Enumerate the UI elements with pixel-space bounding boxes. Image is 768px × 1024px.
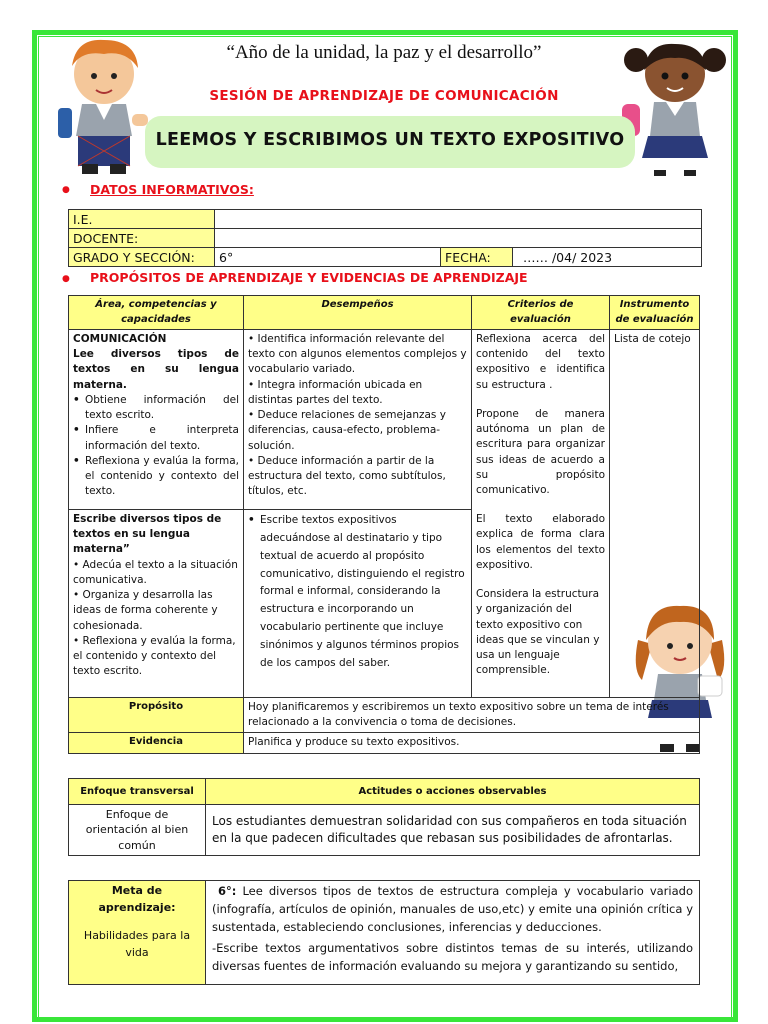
ie-field xyxy=(215,210,702,229)
desempenos-cell-1 xyxy=(244,330,472,510)
meta-label: Meta de aprendizaje: xyxy=(98,884,176,914)
year-motto: “Año de la unidad, la paz y el desarrollo” xyxy=(226,42,542,63)
enfoque-name: Enfoque de orientación al bien común xyxy=(69,805,206,856)
list-item: • Deduce información a partir de la estructura del texto, como subtítulos, títulos, etc. xyxy=(248,454,446,498)
list-item: • Organiza y desarrolla las ideas de forma coherente y cohesionada. xyxy=(73,589,218,632)
enfoque-header: Enfoque transversal xyxy=(69,779,206,805)
info-table xyxy=(68,209,702,267)
header-area: Área, competencias y capacidades xyxy=(69,296,244,330)
criterio-item: El texto elaborado explica de forma clara los elementos del texto expositivo. xyxy=(476,513,605,571)
evidencia-text: Planifica y produce su texto expositivos. xyxy=(244,733,700,753)
header-desempenos: Desempeños xyxy=(244,296,472,330)
list-item: • Integra información ubicada en distintas partes del texto. xyxy=(248,378,423,406)
list-item: • Obtiene información del texto escrito. xyxy=(73,393,239,423)
list-item: • Reflexiona y evalúa la forma, el contenido y contexto del texto. xyxy=(73,454,239,500)
area-title: COMUNICACIÓN xyxy=(73,333,167,345)
instrumento-value: Lista de cotejo xyxy=(614,333,691,345)
evidencia-label: Evidencia xyxy=(69,733,244,753)
meta-p2: -Escribe textos argumentativos sobre distintos temas de su interés, utilizando diversas fuentes de información evaluando su mejora y garantizando su sentido, xyxy=(212,941,693,974)
fecha-label: FECHA: xyxy=(441,248,513,267)
list-item: • Identifica información relevante del texto con algunos elementos complejos y vocabulario variado. xyxy=(248,333,467,376)
header-instrumento: Instrumento de evaluación xyxy=(610,296,700,330)
criterios-cell xyxy=(472,330,610,698)
capacidades-list xyxy=(73,393,239,500)
list-item: • Reflexiona y evalúa la forma, el contenido y contexto del texto escrito. xyxy=(73,634,236,678)
section-bullet: ● xyxy=(62,185,70,195)
area-cell-1 xyxy=(69,330,244,510)
desempenos-list xyxy=(248,512,467,673)
docente-field xyxy=(215,229,702,248)
section-datos: DATOS INFORMATIVOS: xyxy=(90,182,254,197)
competencia-escribe: Escribe diversos tipos de textos en su lengua materna” xyxy=(73,513,222,556)
list-item: • Deduce relaciones de semejanzas y diferencias, causa-efecto, problema-solución. xyxy=(248,409,446,452)
list-item: • Escribe textos expositivos adecuándose al destinatario y tipo textual de acuerdo al propósito comunicativo, distinguiendo el registro formal e informal, considerando la estructura e incorporando un vocabulario pertinente que incluye sinónimos y algunos términos propios de los campos del saber. xyxy=(248,512,467,673)
section-bullet: ● xyxy=(62,274,70,284)
meta-grade: 6°: xyxy=(218,884,237,898)
desempenos-cell-2 xyxy=(244,510,472,698)
instrumento-cell xyxy=(610,330,700,698)
meta-sub: Habilidades para la vida xyxy=(83,929,191,959)
grado-value: 6° xyxy=(215,248,441,267)
criterio-item: Propone de manera autónoma un plan de escritura para organizar sus ideas de acuerdo a su propósito comunicativo. xyxy=(476,407,605,496)
learning-table xyxy=(68,295,700,754)
list-item: • Infiere e interpreta información del texto. xyxy=(73,423,239,453)
meta-label-cell xyxy=(69,881,206,985)
criterio-item: Reflexiona acerca del contenido del texto expositivo e identifica su estructura . xyxy=(476,333,605,391)
session-title: SESIÓN DE APRENDIZAJE DE COMUNICACIÓN xyxy=(209,88,559,104)
meta-p1: Lee diversos tipos de textos de estructura compleja y vocabulario variado (infografía, artículos de opinión, manuales de uso,etc) y emite una opinión crítica y sustentada, estableciendo conclusiones, inferencias y deducciones. xyxy=(212,884,693,934)
meta-table xyxy=(68,880,700,985)
header-criterios: Criterios de evaluación xyxy=(472,296,610,330)
section-propositos: PROPÓSITOS DE APRENDIZAJE Y EVIDENCIAS DE APRENDIZAJE xyxy=(90,270,528,285)
competencia-lee: Lee diversos tipos de textos en su lengua materna. xyxy=(73,348,239,391)
list-item: • Adecúa el texto a la situación comunicativa. xyxy=(73,558,238,586)
meta-content xyxy=(206,881,700,985)
area-cell-2 xyxy=(69,510,244,698)
ie-label: I.E. xyxy=(69,210,215,229)
proposito-label: Propósito xyxy=(69,698,244,733)
docente-label: DOCENTE: xyxy=(69,229,215,248)
grado-label: GRADO Y SECCIÓN: xyxy=(69,248,215,267)
criterio-item: Considera la estructura y organización del texto expositivo con ideas que se vinculan y usa un lenguaje comprensible. xyxy=(476,588,600,677)
main-title: LEEMOS Y ESCRIBIMOS UN TEXTO EXPOSITIVO xyxy=(155,130,625,150)
fecha-value: …… /04/ 2023 xyxy=(513,248,702,267)
proposito-text: Hoy planificaremos y escribiremos un texto expositivo sobre un tema de interés relacionado a la convivencia o toma de decisiones. xyxy=(244,698,700,733)
enfoque-table xyxy=(68,778,700,856)
actitudes-header: Actitudes o acciones observables xyxy=(206,779,700,805)
enfoque-text: Los estudiantes demuestran solidaridad con sus compañeros en toda situación en la que padecen dificultades que rebasan sus posibilidades de afrontarlas. xyxy=(206,805,700,856)
